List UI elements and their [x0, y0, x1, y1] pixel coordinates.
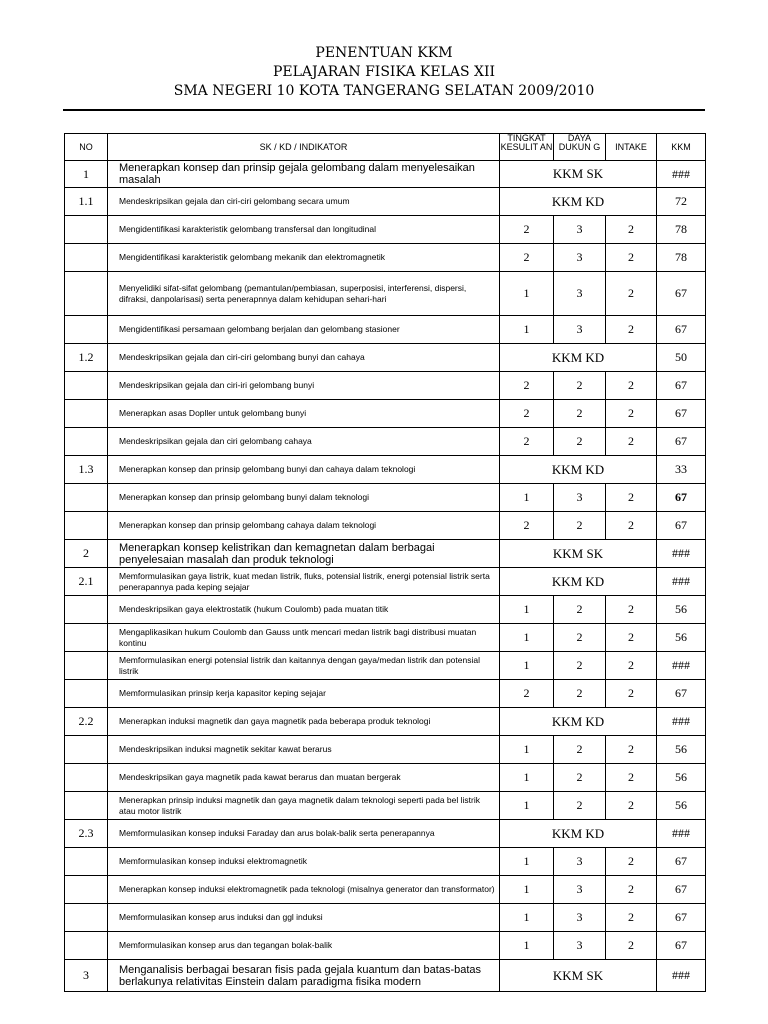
kkm-kd-label: KKM KD	[500, 344, 657, 372]
intake-value: 2	[606, 316, 657, 344]
header-daya-dukung: DAYA DUKUN G	[554, 134, 606, 161]
kkm-value: 56	[657, 624, 706, 652]
row-description: Menerapkan prinsip induksi magnetik dan gaya magnetik dalam teknologi seperti pada bel listrik atau motor listrik	[108, 792, 500, 820]
kkm-value: 78	[657, 244, 706, 272]
kkm-sk-label: KKM SK	[500, 540, 657, 568]
kkm-sk-label: KKM SK	[500, 161, 657, 188]
daya-dukung-value: 2	[554, 736, 606, 764]
daya-dukung-value: 2	[554, 372, 606, 400]
kd-row	[65, 188, 706, 216]
row-number: 1.2	[65, 344, 108, 372]
row-description: Memformulasikan konsep arus dan tegangan bolak-balik	[108, 932, 500, 960]
daya-dukung-value: 3	[554, 876, 606, 904]
title-line-2: PELAJARAN FISIKA KELAS XII	[272, 64, 496, 80]
daya-dukung-value: 2	[554, 764, 606, 792]
kkm-value: ###	[657, 540, 706, 568]
daya-dukung-value: 3	[554, 484, 606, 512]
kkm-value: 67	[657, 484, 706, 512]
daya-dukung-value: 2	[554, 512, 606, 540]
indicator-row	[65, 736, 706, 764]
kkm-value: 78	[657, 216, 706, 244]
indicator-row	[65, 792, 706, 820]
intake-value: 2	[606, 736, 657, 764]
kesulitan-value: 1	[500, 596, 554, 624]
intake-value: 2	[606, 652, 657, 680]
intake-value: 2	[606, 932, 657, 960]
daya-dukung-value: 3	[554, 316, 606, 344]
kkm-value: 67	[657, 316, 706, 344]
intake-value: 2	[606, 876, 657, 904]
row-description: Menerapkan konsep dan prinsip gelombang bunyi dalam teknologi	[108, 484, 500, 512]
title-divider	[63, 109, 705, 111]
row-description: Memformulasikan konsep induksi elektromagnetik	[108, 848, 500, 876]
row-description: Mendeskripsikan gaya magnetik pada kawat berarus dan muatan bergerak	[108, 764, 500, 792]
indicator-row	[65, 272, 706, 316]
intake-value: 2	[606, 512, 657, 540]
kkm-value: 56	[657, 736, 706, 764]
kkm-value: ###	[657, 568, 706, 596]
daya-dukung-value: 2	[554, 792, 606, 820]
daya-dukung-value: 3	[554, 904, 606, 932]
header-indikator: SK / KD / INDIKATOR	[108, 134, 500, 161]
row-number	[65, 272, 108, 316]
row-number	[65, 848, 108, 876]
indicator-row	[65, 372, 706, 400]
kesulitan-value: 1	[500, 876, 554, 904]
kkm-value: 33	[657, 456, 706, 484]
header-kkm: KKM	[657, 134, 706, 161]
row-description: Memformulasikan konsep induksi Faraday dan arus bolak-balik serta penerapannya	[108, 820, 500, 848]
kesulitan-value: 1	[500, 272, 554, 316]
kkm-value: 50	[657, 344, 706, 372]
kkm-value: 67	[657, 848, 706, 876]
kkm-value: 67	[657, 272, 706, 316]
kd-row	[65, 456, 706, 484]
kesulitan-value: 1	[500, 904, 554, 932]
intake-value: 2	[606, 400, 657, 428]
row-description: Mendeskripsikan gejala dan ciri gelombang cahaya	[108, 428, 500, 456]
kkm-value: 67	[657, 904, 706, 932]
kesulitan-value: 2	[500, 512, 554, 540]
intake-value: 2	[606, 272, 657, 316]
kkm-value: 67	[657, 512, 706, 540]
kesulitan-value: 1	[500, 848, 554, 876]
sk-row	[65, 960, 706, 992]
indicator-row	[65, 400, 706, 428]
row-description: Memformulasikan prinsip kerja kapasitor keping sejajar	[108, 680, 500, 708]
kkm-kd-label: KKM KD	[500, 188, 657, 216]
row-description: Menerapkan induksi magnetik dan gaya magnetik pada beberapa produk teknologi	[108, 708, 500, 736]
kesulitan-value: 2	[500, 400, 554, 428]
row-number	[65, 316, 108, 344]
kd-row	[65, 820, 706, 848]
row-number	[65, 428, 108, 456]
row-description: Mendeskripsikan gejala dan ciri-ciri gelombang secara umum	[108, 188, 500, 216]
indicator-row	[65, 624, 706, 652]
kesulitan-value: 2	[500, 244, 554, 272]
kkm-value: 67	[657, 372, 706, 400]
daya-dukung-value: 3	[554, 932, 606, 960]
intake-value: 2	[606, 848, 657, 876]
intake-value: 2	[606, 764, 657, 792]
row-number	[65, 512, 108, 540]
row-number: 1.3	[65, 456, 108, 484]
indicator-row	[65, 216, 706, 244]
intake-value: 2	[606, 680, 657, 708]
indicator-row	[65, 316, 706, 344]
row-description: Mendeskripsikan induksi magnetik sekitar kawat berarus	[108, 736, 500, 764]
row-number: 1.1	[65, 188, 108, 216]
title-line-1: PENENTUAN KKM	[315, 45, 453, 61]
row-description: Mendeskripsikan gaya elektrostatik (hukum Coulomb) pada muatan titik	[108, 596, 500, 624]
row-description: Menyelidiki sifat-sifat gelombang (pemantulan/pembiasan, superposisi, interferensi, dispersi, difraksi, danpolarisasi) serta penerapnnya dalam kehidupan sehari-hari	[108, 272, 500, 316]
intake-value: 2	[606, 244, 657, 272]
kesulitan-value: 2	[500, 428, 554, 456]
row-description: Menerapkan konsep induksi elektromagnetik pada teknologi (misalnya generator dan transformator)	[108, 876, 500, 904]
kesulitan-value: 1	[500, 484, 554, 512]
kkm-value: ###	[657, 708, 706, 736]
kkm-value: ###	[657, 960, 706, 992]
title-line-3: SMA NEGERI 10 KOTA TANGERANG SELATAN 2009/2010	[173, 83, 595, 99]
indicator-row	[65, 512, 706, 540]
kesulitan-value: 2	[500, 216, 554, 244]
row-description: Menerapkan asas Dopller untuk gelombang bunyi	[108, 400, 500, 428]
indicator-row	[65, 848, 706, 876]
row-number	[65, 764, 108, 792]
daya-dukung-value: 2	[554, 652, 606, 680]
sk-row	[65, 161, 706, 188]
kd-row	[65, 344, 706, 372]
row-description: Memformulasikan energi potensial listrik dan kaitannya dengan gaya/medan listrik dan potensial listrik	[108, 652, 500, 680]
kkm-value: 72	[657, 188, 706, 216]
kkm-value: 67	[657, 400, 706, 428]
intake-value: 2	[606, 484, 657, 512]
row-description: Mendeskripsikan gejala dan ciri-iri gelombang bunyi	[108, 372, 500, 400]
kkm-value: ###	[657, 161, 706, 188]
kesulitan-value: 1	[500, 764, 554, 792]
row-number	[65, 680, 108, 708]
kkm-kd-label: KKM KD	[500, 820, 657, 848]
row-number	[65, 216, 108, 244]
header-kesulitan: TINGKAT KESULIT AN	[500, 134, 554, 161]
row-number	[65, 652, 108, 680]
daya-dukung-value: 3	[554, 244, 606, 272]
indicator-row	[65, 904, 706, 932]
kkm-value: 67	[657, 932, 706, 960]
intake-value: 2	[606, 624, 657, 652]
kkm-value: 67	[657, 428, 706, 456]
kkm-value: ###	[657, 652, 706, 680]
row-number: 2.2	[65, 708, 108, 736]
row-number	[65, 400, 108, 428]
kkm-value: 56	[657, 764, 706, 792]
header-no: NO	[65, 134, 108, 161]
indicator-row	[65, 876, 706, 904]
kesulitan-value: 1	[500, 652, 554, 680]
row-number	[65, 244, 108, 272]
indicator-row	[65, 244, 706, 272]
kkm-kd-label: KKM KD	[500, 568, 657, 596]
row-number	[65, 876, 108, 904]
indicator-row	[65, 596, 706, 624]
kd-row	[65, 708, 706, 736]
row-description: Memformulasikan gaya listrik, kuat medan listrik, fluks, potensial listrik, energi potensial listrik serta penerapannya pada keping sejajar	[108, 568, 500, 596]
kesulitan-value: 2	[500, 680, 554, 708]
intake-value: 2	[606, 428, 657, 456]
row-number	[65, 372, 108, 400]
row-description: Mengidentifikasi karakteristik gelombang transfersal dan longitudinal	[108, 216, 500, 244]
kkm-kd-label: KKM KD	[500, 456, 657, 484]
kkm-value: 67	[657, 876, 706, 904]
row-description: Memformulasikan konsep arus induksi dan ggl induksi	[108, 904, 500, 932]
row-number: 1	[65, 161, 108, 188]
daya-dukung-value: 2	[554, 428, 606, 456]
row-number	[65, 932, 108, 960]
row-number: 2	[65, 540, 108, 568]
row-description: Mendeskripsikan gejala dan ciri-ciri gelombang bunyi dan cahaya	[108, 344, 500, 372]
row-number: 2.3	[65, 820, 108, 848]
indicator-row	[65, 484, 706, 512]
row-number: 3	[65, 960, 108, 992]
row-description: Menerapkan konsep kelistrikan dan kemagnetan dalam berbagai penyelesaian masalah dan produk teknologi	[108, 540, 500, 568]
kkm-kd-label: KKM KD	[500, 708, 657, 736]
intake-value: 2	[606, 596, 657, 624]
row-number	[65, 736, 108, 764]
intake-value: 2	[606, 372, 657, 400]
kesulitan-value: 1	[500, 624, 554, 652]
kd-row	[65, 568, 706, 596]
row-description: Menerapkan konsep dan prinsip gelombang bunyi dan cahaya dalam teknologi	[108, 456, 500, 484]
daya-dukung-value: 3	[554, 848, 606, 876]
kkm-value: ###	[657, 820, 706, 848]
daya-dukung-value: 2	[554, 400, 606, 428]
row-description: Menerapkan konsep dan prinsip gejala gelombang dalam menyelesaikan masalah	[108, 161, 500, 188]
row-number	[65, 904, 108, 932]
kkm-value: 56	[657, 792, 706, 820]
kkm-value: 56	[657, 596, 706, 624]
header-intake: INTAKE	[606, 134, 657, 161]
table-header-row	[65, 134, 706, 161]
row-description: Mengidentifikasi karakteristik gelombang mekanik dan elektromagnetik	[108, 244, 500, 272]
indicator-row	[65, 680, 706, 708]
kesulitan-value: 1	[500, 316, 554, 344]
document-title	[0, 44, 768, 101]
row-number	[65, 624, 108, 652]
row-number: 2.1	[65, 568, 108, 596]
kkm-value: 67	[657, 680, 706, 708]
row-description: Menerapkan konsep dan prinsip gelombang cahaya dalam teknologi	[108, 512, 500, 540]
kkm-sk-label: KKM SK	[500, 960, 657, 992]
kesulitan-value: 2	[500, 372, 554, 400]
indicator-row	[65, 764, 706, 792]
row-number	[65, 484, 108, 512]
daya-dukung-value: 3	[554, 216, 606, 244]
daya-dukung-value: 2	[554, 680, 606, 708]
indicator-row	[65, 652, 706, 680]
daya-dukung-value: 2	[554, 596, 606, 624]
intake-value: 2	[606, 904, 657, 932]
indicator-row	[65, 932, 706, 960]
row-number	[65, 596, 108, 624]
intake-value: 2	[606, 216, 657, 244]
row-description: Mengaplikasikan hukum Coulomb dan Gauss untk mencari medan listrik bagi distribusi muatan kontinu	[108, 624, 500, 652]
row-number	[65, 792, 108, 820]
kkm-table	[64, 133, 706, 992]
kesulitan-value: 1	[500, 736, 554, 764]
intake-value: 2	[606, 792, 657, 820]
daya-dukung-value: 3	[554, 272, 606, 316]
kesulitan-value: 1	[500, 932, 554, 960]
kesulitan-value: 1	[500, 792, 554, 820]
row-description: Mengidentifikasi persamaan gelombang berjalan dan gelombang stasioner	[108, 316, 500, 344]
indicator-row	[65, 428, 706, 456]
daya-dukung-value: 2	[554, 624, 606, 652]
row-description: Menganalisis berbagai besaran fisis pada gejala kuantum dan batas-batas berlakunya relativitas Einstein dalam paradigma fisika modern	[108, 960, 500, 992]
sk-row	[65, 540, 706, 568]
